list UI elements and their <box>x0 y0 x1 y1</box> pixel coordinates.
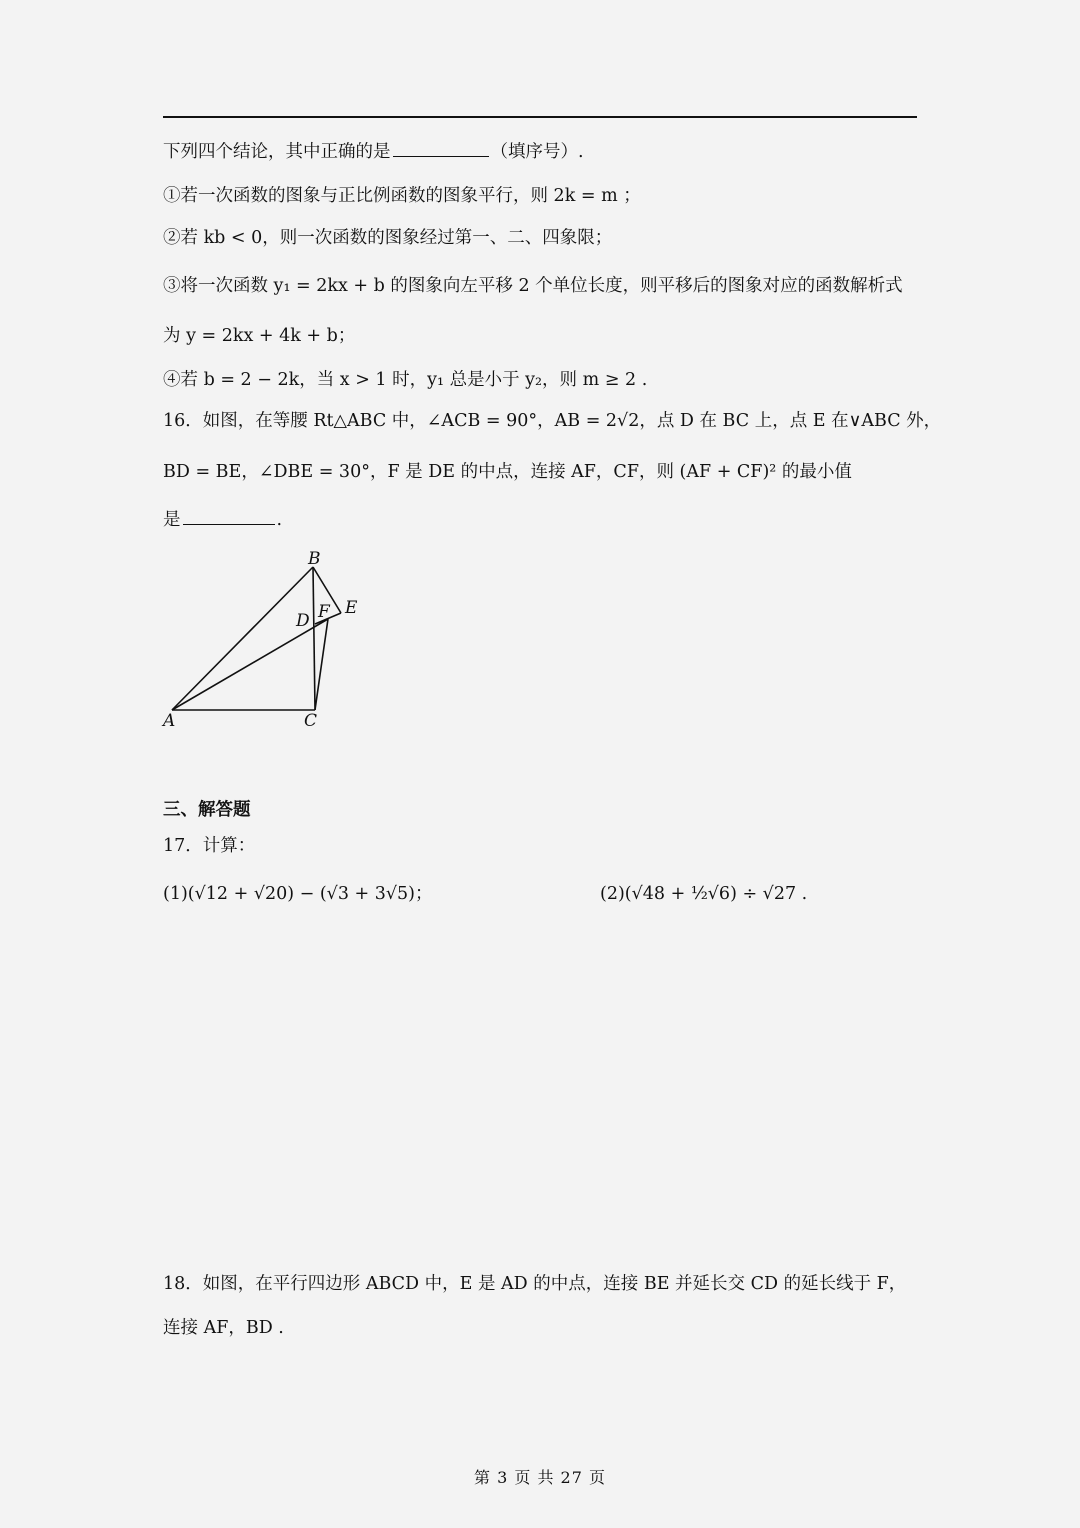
label-f: F <box>318 602 330 622</box>
q17-part2: (2)(√48 + ½√6) ÷ √27 . <box>600 884 808 904</box>
page-footer: 第 3 页 共 27 页 <box>474 1468 606 1487</box>
segment-ab <box>172 567 313 710</box>
q15-prompt-line <box>163 138 923 166</box>
q17-title: 17．计算： <box>163 836 256 856</box>
section-title: 三、解答题 <box>163 800 251 820</box>
q18-line1: 18．如图，在平行四边形 ABCD 中，E 是 AD 的中点，连接 BE 并延长交 CD 的延长线于 F， <box>163 1274 907 1294</box>
q16-line3 <box>163 506 923 534</box>
segment-bc <box>313 567 315 710</box>
label-a: A <box>163 711 176 731</box>
label-d: D <box>296 611 310 631</box>
q15-conclusion-4: ④若 b = 2 − 2k，当 x > 1 时，y₁ 总是小于 y₂，则 m ≥ 2 . <box>163 370 648 390</box>
q15-prompt-text: 下列四个结论，其中正确的是 <box>163 142 391 162</box>
q15-conclusion-3-line1: ③将一次函数 y₁ = 2kx + b 的图象向左平移 2 个单位长度，则平移后的图象对应的函数解析式 <box>163 276 903 296</box>
segment-af <box>172 619 328 710</box>
header-rule <box>163 116 917 118</box>
q16-answer-prefix: 是 <box>163 510 181 530</box>
q16-answer-suffix: . <box>276 510 283 530</box>
q18-line2: 连接 AF，BD . <box>163 1318 284 1338</box>
q15-conclusion-1: ①若一次函数的图象与正比例函数的图象平行，则 2k = m ； <box>163 186 641 206</box>
q16-geometry-figure <box>155 545 385 735</box>
label-b: B <box>308 549 321 569</box>
q16-line2: BD = BE，∠DBE = 30°，F 是 DE 的中点，连接 AF，CF，则 (AF + CF)² 的最小值 <box>163 462 852 482</box>
q16-line1: 16．如图，在等腰 Rt△ABC 中，∠ACB = 90°，AB = 2√2，点 D 在 BC 上，点 E 在∨ABC 外， <box>163 411 942 431</box>
q17-part1: (1)(√12 + √20) − (√3 + 3√5)； <box>163 884 433 904</box>
label-c: C <box>304 711 318 731</box>
q15-prompt-suffix: （填序号）. <box>490 142 584 162</box>
q16-answer-blank[interactable] <box>183 506 275 525</box>
q15-answer-blank[interactable] <box>393 138 489 157</box>
segment-cf <box>315 619 328 710</box>
label-e: E <box>345 598 358 618</box>
q15-conclusion-3-line2: 为 y = 2kx + 4k + b； <box>163 326 356 346</box>
q15-conclusion-2: ②若 kb < 0，则一次函数的图象经过第一、二、四象限； <box>163 228 613 248</box>
